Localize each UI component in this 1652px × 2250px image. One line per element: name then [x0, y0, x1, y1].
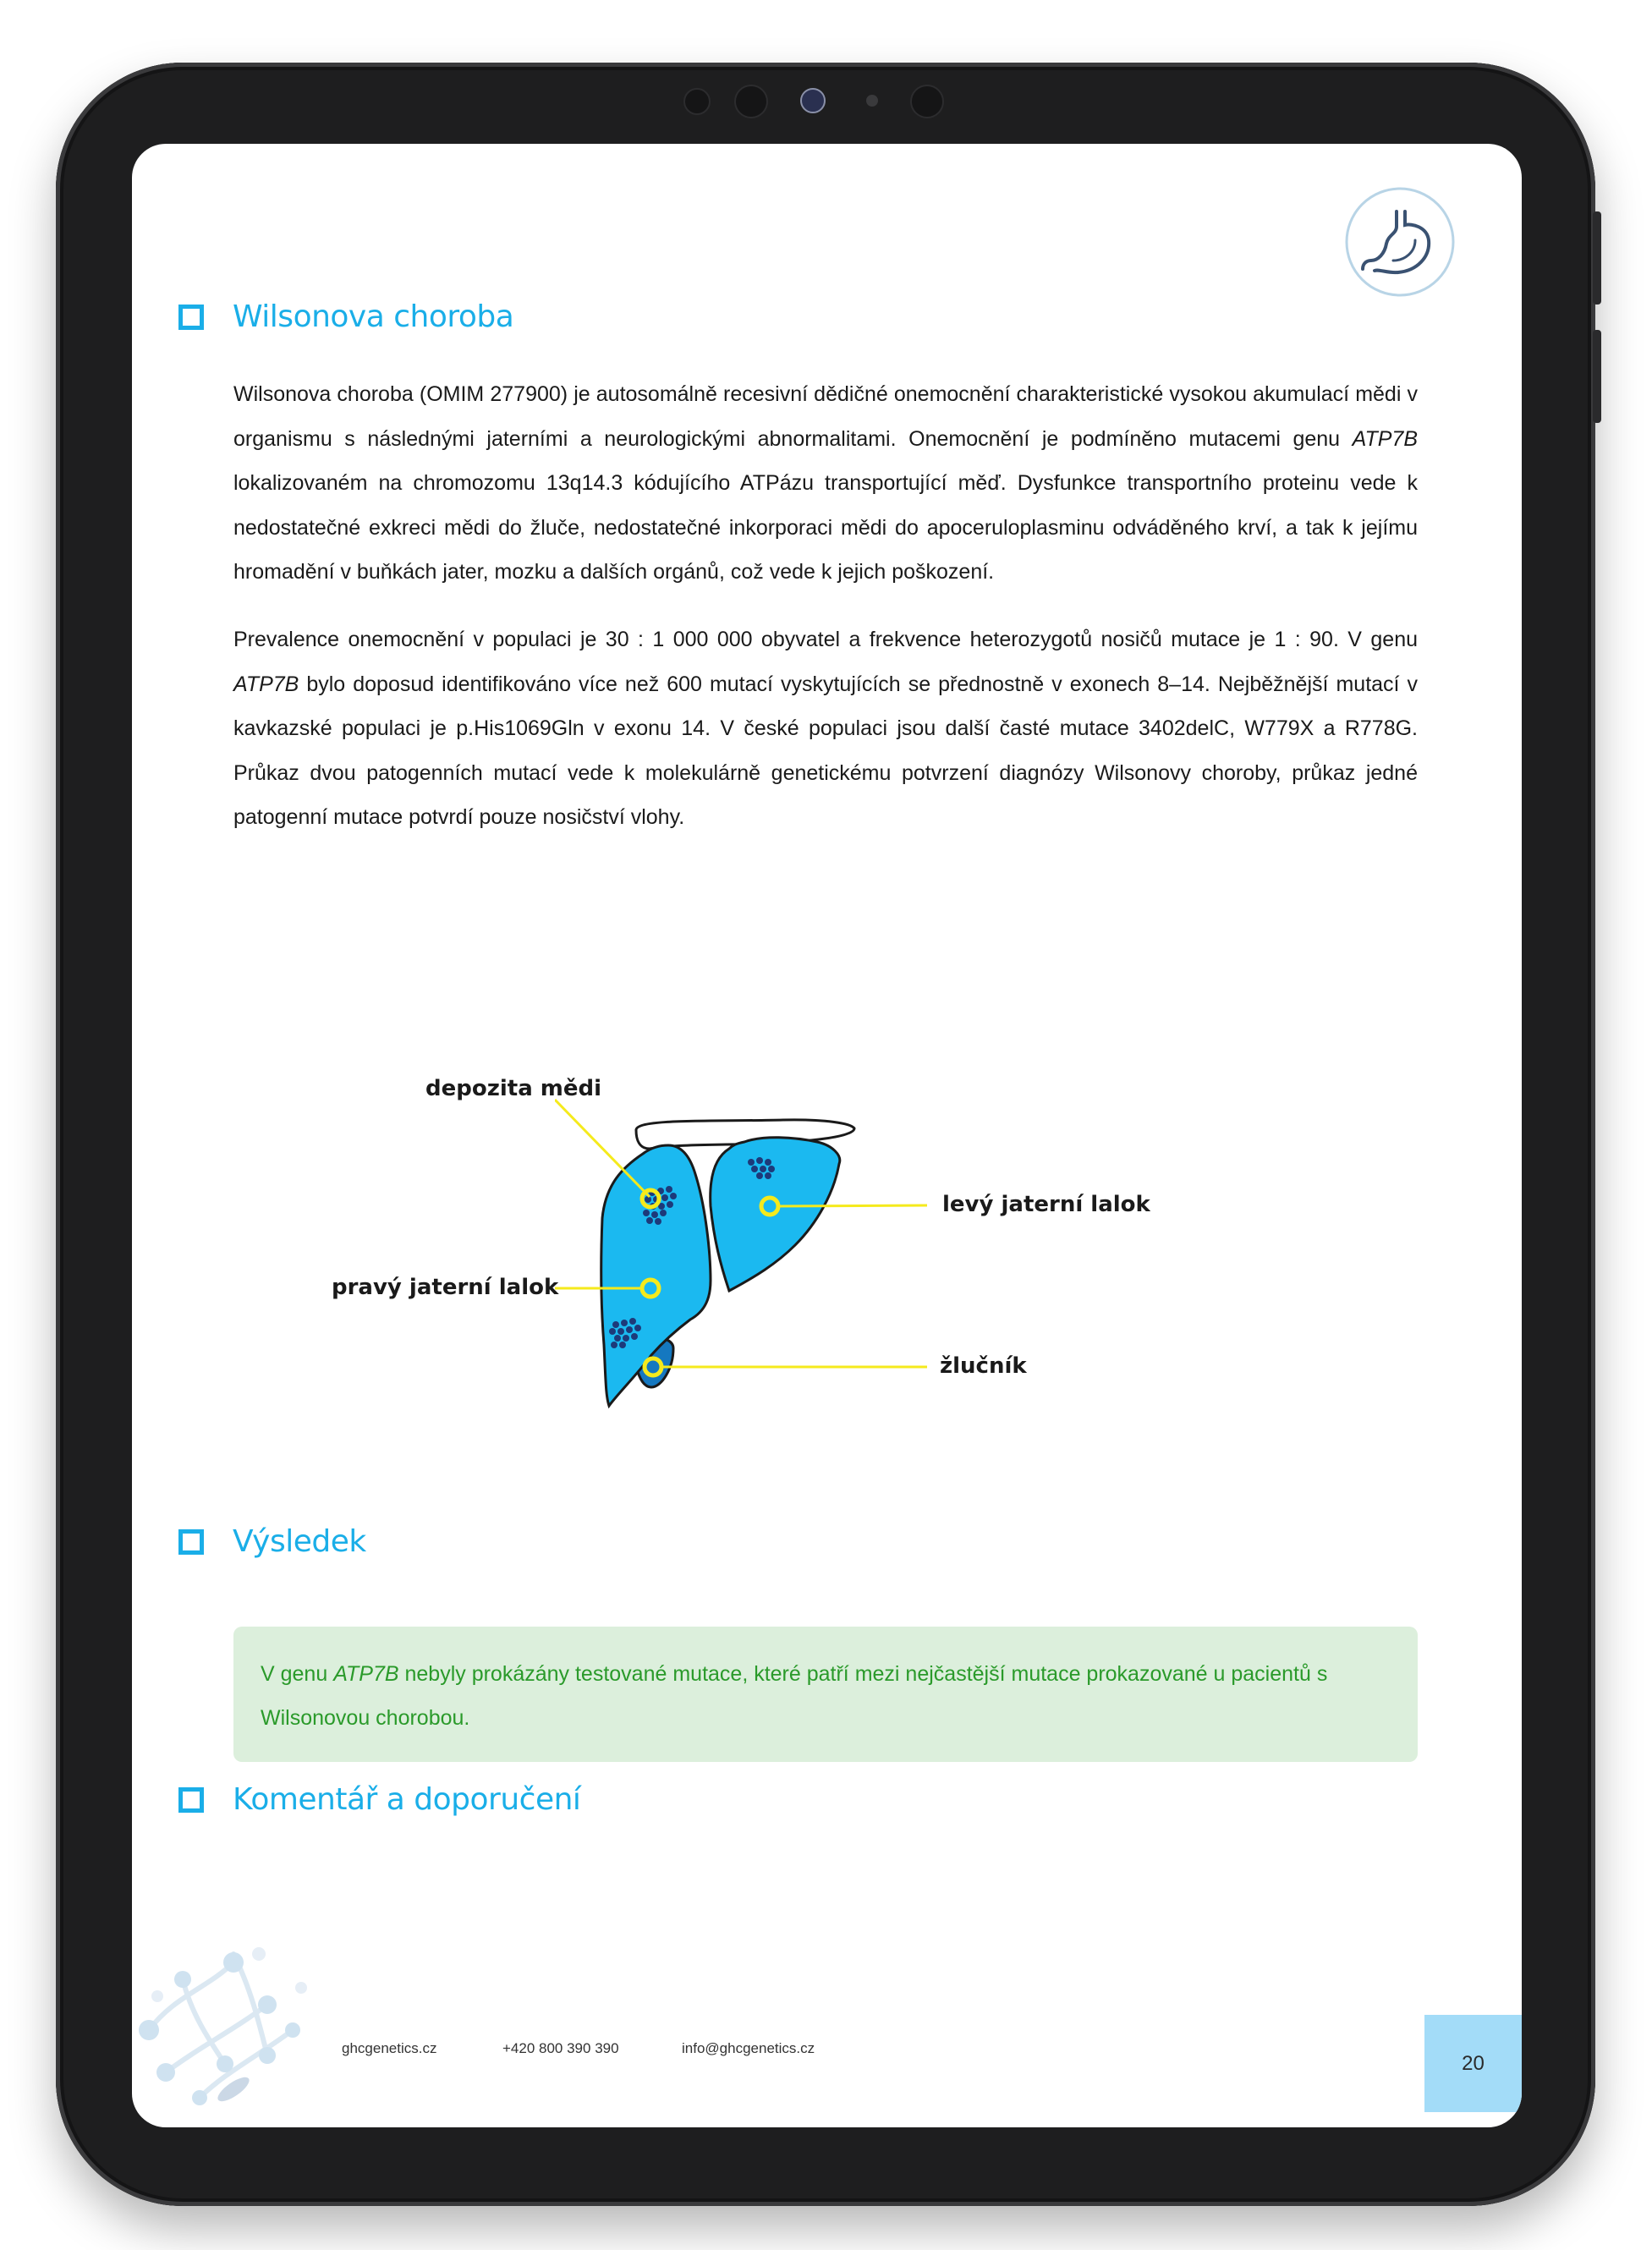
sensor-dot — [866, 95, 878, 107]
gene-name: ATP7B — [1352, 426, 1418, 451]
section-title-text: Wilsonova choroba — [233, 299, 514, 334]
stomach-icon — [1344, 186, 1456, 298]
liver-diagram — [555, 1057, 1096, 1497]
section-title-result — [178, 1524, 366, 1559]
label-right-lobe: pravý jaterní lalok — [332, 1275, 559, 1300]
molecule-decor — [132, 1903, 327, 2115]
camera-lens — [800, 88, 826, 113]
sensor-dot — [683, 88, 711, 115]
paragraph-text: lokalizovaném na chromozomu 13q14.3 kódujícího ATPázu transportující měď. Dysfunkce transportního proteinu vede k nedostatečné exkreci mědi do žluče, nedostatečné inkorporaci mědi do apoceruloplasminu odváděného krví, a tak k jejímu hromadění v buňkách jater, mozku a dalších orgánů, což vede k jejich poškození. — [233, 471, 1418, 584]
result-text — [261, 1652, 1391, 1740]
section-checkbox-icon — [178, 1787, 204, 1813]
tablet-side-button — [1593, 330, 1601, 423]
result-text-part: nebyly prokázány testované mutace, které patří mezi nejčastější mutace prokazované u pacientů s Wilsonovou chorobou. — [261, 1662, 1328, 1730]
section-checkbox-icon — [178, 305, 204, 330]
wilson-paragraph-1 — [233, 372, 1418, 595]
paragraph-text: Wilsonova choroba (OMIM 277900) je autosomálně recesivní dědičné onemocnění charakteristické vysokou akumulací mědi v organismu s následnými jaterními a neurologickými abnormalitami. Onemocnění je podmíněno mutacemi genu — [233, 382, 1418, 451]
section-title-comment — [178, 1782, 580, 1817]
sensor-dot — [910, 85, 944, 118]
section-checkbox-icon — [178, 1529, 204, 1555]
label-copper-deposits: depozita mědi — [425, 1076, 602, 1101]
wilson-paragraph-2 — [233, 617, 1418, 840]
callout-line-copper — [555, 1100, 650, 1197]
footer-website[interactable]: ghcgenetics.cz — [342, 2040, 437, 2056]
page-number: 20 — [1462, 2051, 1485, 2075]
camera-bar — [0, 0, 1652, 144]
footer-email[interactable]: info@ghcgenetics.cz — [682, 2040, 815, 2056]
section-title-text: Výsledek — [233, 1524, 366, 1559]
label-gallbladder: žlučník — [940, 1353, 1027, 1379]
section-title-wilson — [178, 299, 513, 334]
result-text-part: V genu — [261, 1662, 334, 1686]
tablet-side-button — [1593, 211, 1601, 305]
paragraph-text: Prevalence onemocnění v populaci je 30 : 1 000 000 obyvatel a frekvence heterozygotů nosičů mutace je 1 : 90. V genu — [233, 628, 1418, 651]
gene-name: ATP7B — [333, 1662, 399, 1686]
result-box — [233, 1627, 1418, 1762]
footer-phone[interactable]: +420 800 390 390 — [502, 2040, 619, 2056]
gene-name: ATP7B — [233, 672, 299, 696]
section-title-text: Komentář a doporučení — [233, 1782, 581, 1817]
sensor-dot — [734, 85, 768, 118]
page-number-badge — [1424, 2015, 1522, 2112]
callout-line-left-lobe — [777, 1205, 927, 1206]
label-left-lobe: levý jaterní lalok — [942, 1192, 1150, 1217]
document-page — [132, 144, 1522, 2127]
paragraph-text: bylo doposud identifikováno více než 600 mutací vyskytujících se přednostně v exonech 8–14. Nejběžnější mutací v kavkazské populaci je p.His1069Gln v exonu 14. V české populaci jsou další časté mutace 3402delC, W779X a R778G. Průkaz dvou patogenních mutací vede k molekulárně genetickému potvrzení diagnózy Wilsonovy choroby, průkaz jedné patogenní mutace potvrdí pouze nosičství vlohy. — [233, 672, 1418, 829]
